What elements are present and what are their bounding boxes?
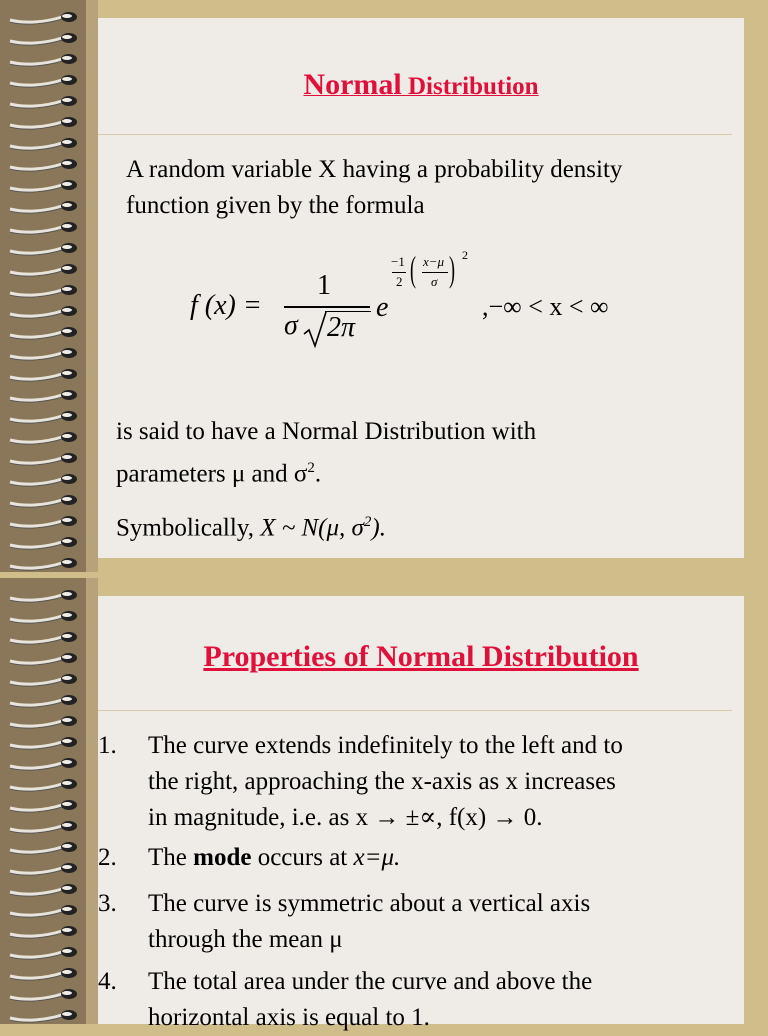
binding-ring xyxy=(10,411,77,423)
binding-ring xyxy=(10,96,77,108)
binding-ring xyxy=(10,653,77,665)
spiral-rings xyxy=(6,0,86,572)
property-number: 2. xyxy=(98,844,117,871)
binding-ring xyxy=(10,695,77,707)
binding-ring xyxy=(10,590,77,602)
binding-ring xyxy=(10,285,77,297)
formula-lhs: f (x) = xyxy=(190,290,262,321)
binding-ring xyxy=(10,716,77,728)
intro-line-1: A random variable X having a probability density xyxy=(126,156,623,183)
pdf-formula xyxy=(98,248,744,358)
slide-title: Properties of Normal Distribution xyxy=(203,640,639,673)
binding-ring xyxy=(10,222,77,234)
binding-ring xyxy=(10,75,77,87)
property-text xyxy=(148,886,734,958)
property-text xyxy=(148,840,734,876)
binding-ring xyxy=(10,674,77,686)
exponent-numerator: x−μ xyxy=(423,254,445,269)
binding-ring xyxy=(10,800,77,812)
property-line: The curve is symmetric about a vertical axis xyxy=(148,890,591,917)
binding-edge xyxy=(86,0,98,572)
formula-root-content: 2π xyxy=(327,312,356,343)
binding-ring xyxy=(10,842,77,854)
binding-ring xyxy=(10,884,77,896)
binding-ring xyxy=(10,54,77,66)
slide-title xyxy=(98,68,744,102)
property-number: 3. xyxy=(98,890,117,917)
said-line-1: is said to have a Normal Distribution with xyxy=(116,418,537,445)
binding-ring xyxy=(10,989,77,1001)
binding-ring xyxy=(10,264,77,276)
binding-ring xyxy=(10,117,77,129)
property-line: The total area under the curve and above the xyxy=(148,968,593,995)
binding-ring xyxy=(10,968,77,980)
exponent-bar xyxy=(392,272,406,273)
property-text xyxy=(148,728,734,836)
binding-ring xyxy=(10,159,77,171)
binding-ring xyxy=(10,12,77,24)
symbolic-prefix: Symbolically, xyxy=(116,514,261,542)
formula-base-e: e xyxy=(376,292,389,323)
property-line: The curve extends indefinitely to the left and to xyxy=(148,732,623,759)
title-word-distribution: Distribution xyxy=(401,73,539,100)
property-line: in magnitude, i.e. as x → ±∝, f(x) → 0. xyxy=(148,804,543,831)
property-text-pre: The xyxy=(148,844,194,871)
binding-ring xyxy=(10,432,77,444)
property-number: 4. xyxy=(98,968,117,995)
property-line: horizontal axis is equal to 1. xyxy=(148,1004,430,1031)
symbolic-text xyxy=(116,504,386,546)
binding-ring xyxy=(10,369,77,381)
said-line-2-text: parameters μ and σ xyxy=(116,460,308,488)
slide-properties xyxy=(0,578,768,1031)
binding-ring xyxy=(10,821,77,833)
symbolic-expr: X ~ N(μ, σ xyxy=(260,514,364,542)
binding-ring xyxy=(10,632,77,644)
binding-ring xyxy=(10,516,77,528)
exponent-left-paren: ( xyxy=(410,249,416,289)
exponent-right-paren: ) xyxy=(449,249,455,289)
binding-ring xyxy=(10,863,77,875)
binding-ring xyxy=(10,905,77,917)
slide-page xyxy=(98,18,744,558)
title-divider xyxy=(98,710,732,711)
binding-ring xyxy=(10,947,77,959)
fraction-bar xyxy=(284,306,370,308)
intro-text xyxy=(126,152,622,224)
property-number: 1. xyxy=(98,732,117,759)
binding-ring xyxy=(10,1010,77,1022)
spiral-rings xyxy=(6,578,86,1024)
symbolic-expr-sup: 2 xyxy=(363,514,372,530)
exponent-square: 2 xyxy=(462,248,468,262)
parameters-text xyxy=(116,414,536,492)
said-line-2 xyxy=(116,450,536,492)
exponent-inner-bar xyxy=(422,272,448,273)
exponent-two: 2 xyxy=(396,274,403,289)
binding-ring xyxy=(10,558,77,570)
binding-ring xyxy=(10,453,77,465)
binding-ring xyxy=(10,180,77,192)
title-word-normal: Normal xyxy=(303,68,402,101)
binding-ring xyxy=(10,348,77,360)
binding-ring xyxy=(10,779,77,791)
binding-ring xyxy=(10,327,77,339)
binding-ring xyxy=(10,611,77,623)
exponent-denominator: σ xyxy=(431,274,438,289)
title-divider xyxy=(98,134,732,135)
formula-numerator: 1 xyxy=(317,270,331,301)
binding-ring xyxy=(10,758,77,770)
binding-ring xyxy=(10,138,77,150)
binding-ring xyxy=(10,390,77,402)
formula-domain: ,−∞ < x < ∞ xyxy=(482,292,609,321)
binding-ring xyxy=(10,201,77,213)
binding-ring xyxy=(10,33,77,45)
formula-sigma: σ xyxy=(284,310,298,341)
binding-ring xyxy=(10,243,77,255)
property-line: the right, approaching the x-axis as x increases xyxy=(148,768,616,795)
binding-edge xyxy=(86,578,98,1024)
binding-ring xyxy=(10,495,77,507)
slide-page xyxy=(98,596,744,1031)
symbolic-expr-end: ). xyxy=(371,514,386,542)
said-line-2-end: . xyxy=(314,460,322,488)
property-line: through the mean μ xyxy=(148,926,343,953)
binding-ring xyxy=(10,737,77,749)
binding-ring xyxy=(10,537,77,549)
binding-ring xyxy=(10,306,77,318)
said-line-2-sup: 2 xyxy=(307,460,315,476)
binding-ring xyxy=(10,926,77,938)
binding-ring xyxy=(10,474,77,486)
intro-line-2: function given by the formula xyxy=(126,192,425,219)
property-text xyxy=(148,964,734,1036)
property-text-mid: occurs at xyxy=(251,844,354,871)
sqrt-icon xyxy=(302,310,328,350)
property-text-italic: x=μ. xyxy=(353,844,401,871)
property-text-bold: mode xyxy=(193,844,252,871)
exponent-neg-one: −1 xyxy=(391,254,405,269)
